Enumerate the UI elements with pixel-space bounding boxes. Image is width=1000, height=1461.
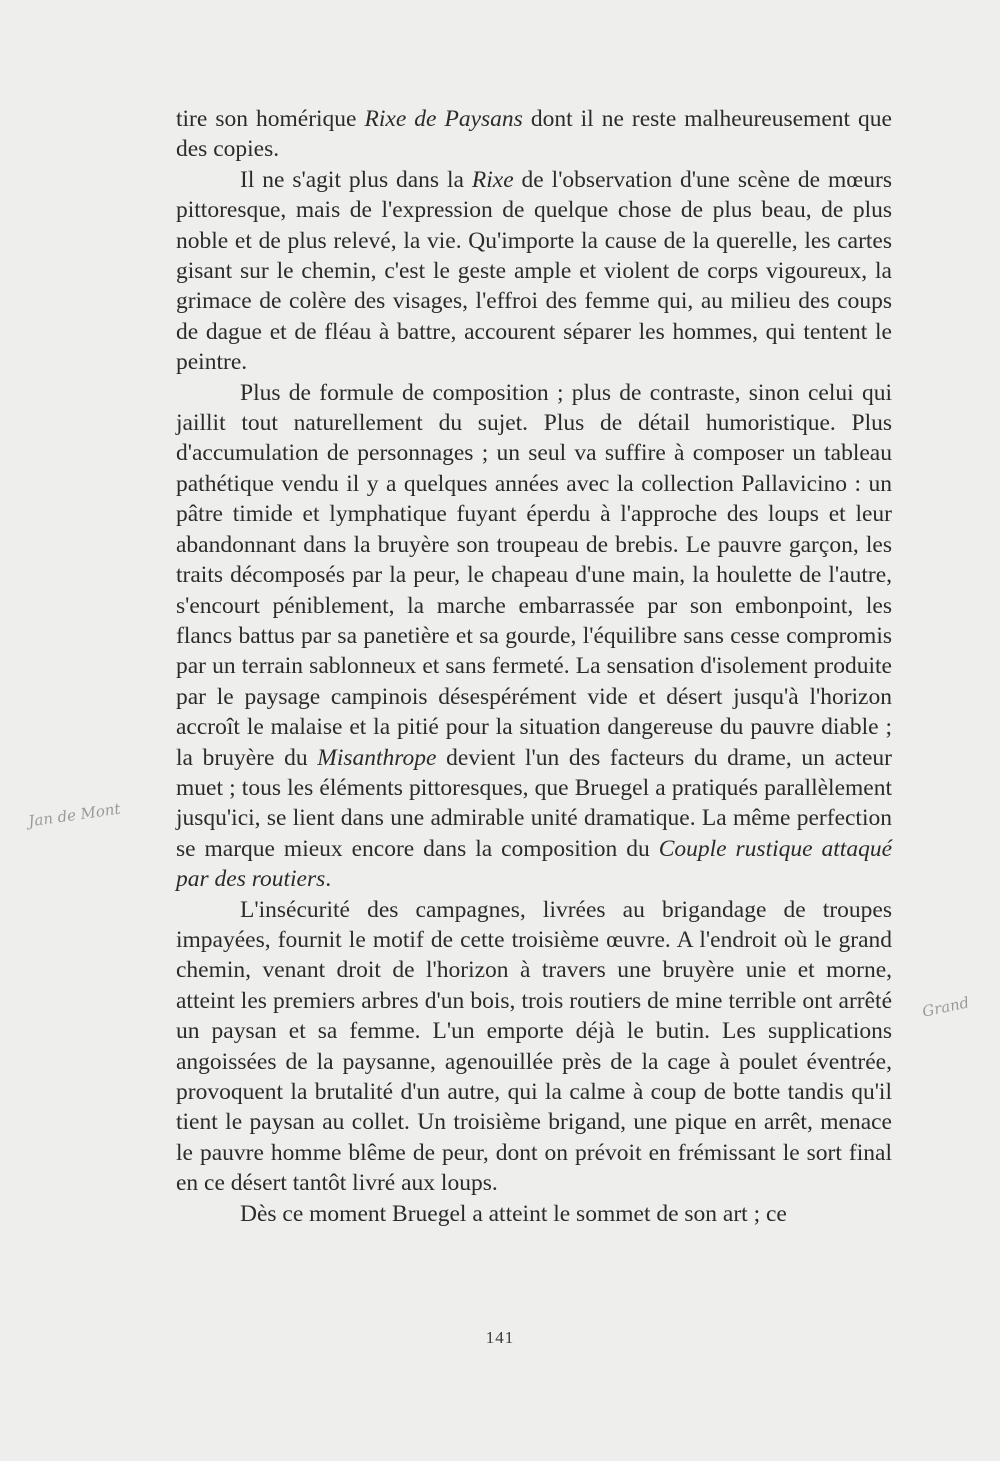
italic-title: Rixe: [471, 166, 514, 193]
italic-title: Rixe de Paysans: [364, 106, 523, 132]
margin-note-right: Grand: [920, 993, 971, 1021]
paragraph: [176, 165, 892, 378]
text-run: tire son homérique: [176, 106, 365, 132]
body-text: [176, 104, 892, 1229]
italic-title: Couple rustique attaqué par des routiers: [176, 835, 892, 893]
paragraph: [176, 378, 892, 895]
text-run: L'insécurité des campagnes, livrées au brigandage de troupes impayées, fournit le motif de cette troisième œuvre. A l'endroit où le grand chemin, venant droit de l'horizon à travers une bruyère unie et morne, atteint les premiers arbres d'un bois, trois routiers de mine terrible ont arrêté un paysan et sa femme. L'un emporte déjà le butin. Les supplications angoissées de la paysanne, agenouillée près de la cage à poulet éventrée, provoquent la brutalité d'un autre, qui la calme à coup de botte tandis qu'il tient le paysan au collet. Un troisième brigand, une pique en arrêt, menace le pauvre homme blême de peur, dont on prévoit en frémissant le sort final en ce désert tantôt livré aux loups.: [176, 896, 892, 1197]
margin-note-left: Jan de Mont: [27, 799, 122, 831]
paragraph: [176, 895, 892, 1199]
text-run: Il ne s'agit plus dans la: [240, 166, 472, 193]
text-run: de l'observation d'une scène de mœurs pittoresque, mais de l'expression de quelque chose de plus beau, de plus noble et de plus relevé, la vie. Qu'importe la cause de la querelle, les cartes gisant sur le chemin, c'est le geste ample et violent de corps vigoureux, la grimace de colère des visages, l'effroi des femme qui, au milieu des coups de dague et de fléau à battre, accourent séparer les hommes, qui tentent le peintre.: [176, 166, 892, 376]
page-number: 141: [485, 1328, 515, 1347]
text-run: .: [325, 866, 332, 893]
text-run: devient l'un des facteurs du drame, un acteur muet ; tous les éléments pittoresques, que Bruegel a pratiqués parallèlement jusqu'ici, se lient dans une admirable unité dramatique. La même perfection se marque mieux encore dans la composition du: [176, 744, 892, 862]
text-run: dont il ne reste malheureusement que des copies.: [176, 106, 892, 163]
text-run: Dès ce moment Bruegel a atteint le sommet de son art ; ce: [240, 1200, 787, 1227]
paragraph: [176, 1199, 892, 1229]
paragraph: [176, 104, 892, 165]
italic-title: Misanthrope: [317, 744, 437, 771]
text-run: Plus de formule de composition ; plus de contraste, sinon celui qui jaillit tout naturellement du sujet. Plus de détail humoristique. Plus d'accumulation de personnages ; un seul va suffire à composer un tableau pathétique vendu il y a quelques années avec la collection Pallavicino : un pâtre timide et lymphatique fuyant éperdu à l'approche des loups et leur abandonnant dans la bruyère son troupeau de brebis. Le pauvre garçon, les traits décomposés par la peur, le chapeau d'une main, la houlette de l'autre, s'encourt péniblement, la marche embarrassée par son embonpoint, les flancs battus par sa panetière et sa gourde, l'équilibre sans cesse compromis par un terrain sablonneux et sans fermeté. La sensation d'isolement produite par le paysage campinois désespérément vide et désert jusqu'à l'horizon accroît le malaise et la pitié pour la situation dangereuse du pauvre diable ; la bruyère du: [176, 379, 892, 771]
